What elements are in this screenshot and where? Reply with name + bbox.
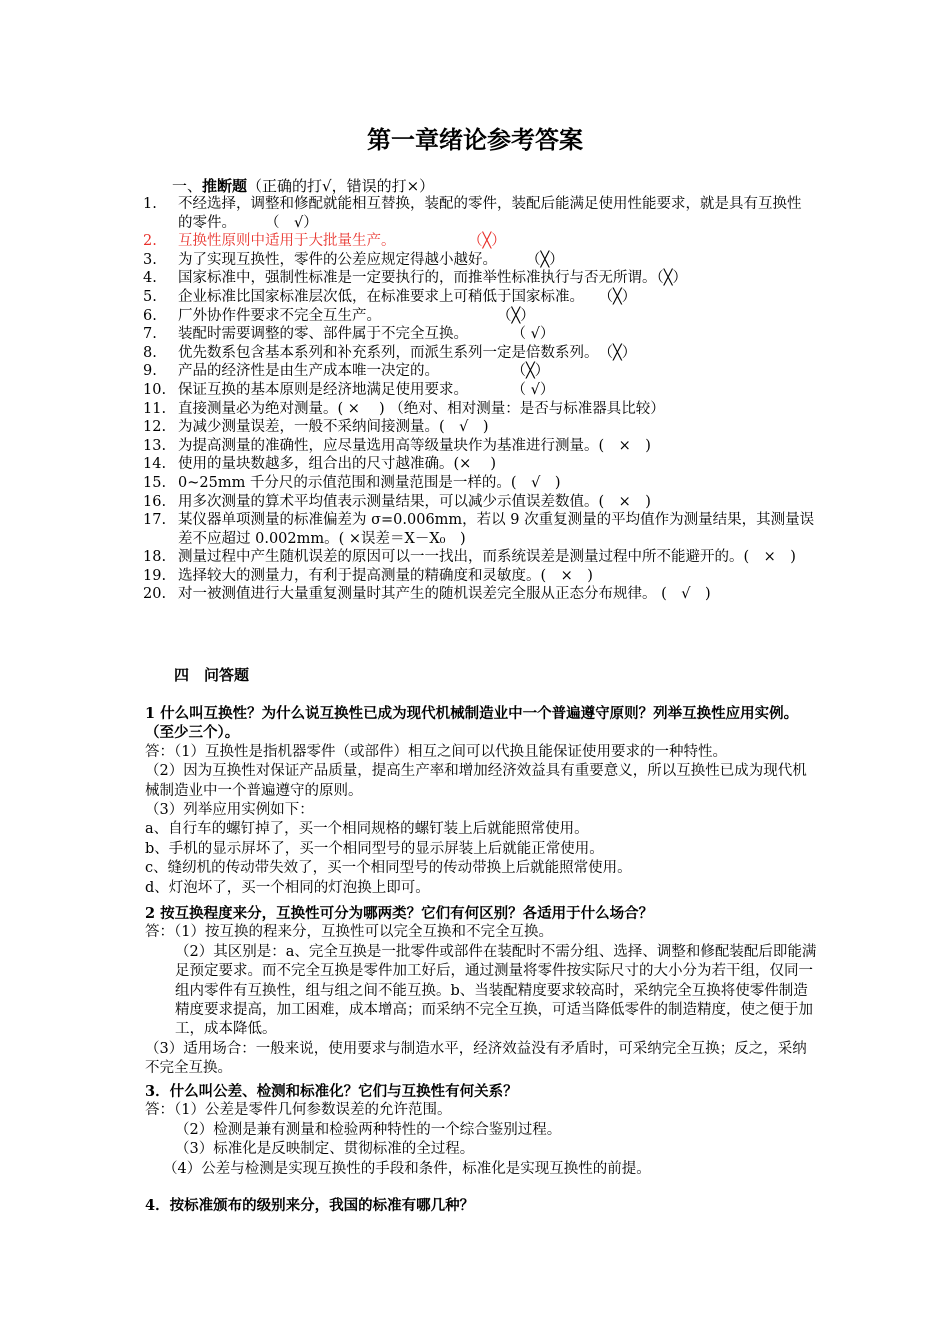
- item-number: 4.: [143, 270, 157, 287]
- item-number: 7.: [143, 326, 157, 343]
- list-item: [143, 195, 815, 232]
- item-number: 17.: [143, 512, 167, 529]
- answer-line: b、手机的显示屏坏了，买一个相同型号的显示屏装上后就能正常使用。: [145, 840, 604, 857]
- item-number: 11.: [143, 400, 167, 417]
- list-item: [143, 325, 815, 344]
- list-item: [143, 567, 815, 586]
- item-text: 企业标准比国家标准层次低，在标准要求上可稍低于国家标准。 （╳）: [178, 288, 637, 305]
- item-number: 10.: [143, 381, 167, 398]
- list-item: [143, 437, 815, 456]
- question-block-3: [145, 1082, 817, 1179]
- item-number: 12.: [143, 419, 167, 436]
- list-item: [143, 251, 815, 270]
- answer-line: c、缝纫机的传动带失效了，买一个相同型号的传动带换上后就能照常使用。: [145, 860, 632, 877]
- item-text: 使用的量块数越多，组合出的尺寸越准确。(× ): [178, 456, 497, 473]
- list-item: [143, 493, 815, 512]
- item-number: 16.: [143, 493, 167, 510]
- answer-line: d、灯泡坏了，买一个相同的灯泡换上即可。: [145, 879, 430, 896]
- list-item: [143, 455, 815, 474]
- item-text: 国家标准中，强制性标准是一定要执行的，而推举性标准执行与否无所谓。（╳）: [178, 270, 687, 287]
- section-label: 推断题: [202, 177, 248, 195]
- section-prefix: 一、: [172, 177, 203, 195]
- answer-line: （3）列举应用实例如下：: [145, 802, 314, 819]
- question-block-4: [145, 1196, 817, 1215]
- item-text: 装配时需要调整的零、部件属于不完全互换。 （ √）: [178, 326, 555, 343]
- item-text: 为减少测量误差，一般不采纳间接测量。( √ ): [178, 419, 489, 436]
- list-item: [143, 232, 815, 251]
- answer-line: （2）因为互换性对保证产品质量，提高生产率和增加经济效益具有重要意义，所以互换性已成为现代机械制造业中一个普遍遵守的原则。: [145, 763, 807, 799]
- list-item: [143, 362, 815, 381]
- item-text: 不经选择，调整和修配就能相互替换，装配的零件，装配后能满足使用性能要求，就是具有互换性的零件。 （ √）: [178, 196, 802, 231]
- question-title: 1 什么叫互换性？为什么说互换性已成为现代机械制造业中一个普遍遵守原则？列举互换性应用实例。（至少三个）。: [145, 705, 799, 742]
- answer-line: （3）标准化是反映制定、贯彻标准的全过程。: [175, 1141, 475, 1158]
- question-title: 2 按互换程度来分，互换性可分为哪两类？它们有何区别？各适用于什么场合？: [145, 905, 654, 922]
- list-item: [143, 344, 815, 363]
- answer-paragraph: （2）其区别是：a、完全互换是一批零件或部件在装配时不需分组、选择、调整和修配装配后即能满足预定要求。而不完全互换是零件加工好后，通过测量将零件按实际尺寸的大小分为若干组，仅同一组内零件有互换性，组与组之间不能互换。b、当装配精度要求较高时，采纳完全互换将使零件制造精度要求提高，加工困难，成本增高；而采纳不完全互换，可适当降低零件的制造精度，使之便于加工，成本降低。: [175, 943, 817, 1038]
- answer-line: 答：（1）互换性是指机器零件（或部件）相互之间可以代换且能保证使用要求的一种特性。: [145, 743, 727, 760]
- item-text: 用多次测量的算术平均值表示测量结果，可以减少示值误差数值。( × ): [178, 493, 651, 510]
- section-heading-qa: 四 问答题: [174, 666, 250, 684]
- question-title: 4．按标准颁布的级别来分，我国的标准有哪几种？: [145, 1197, 475, 1214]
- question-title: 3．什么叫公差、检测和标准化？它们与互换性有何关系？: [145, 1083, 518, 1100]
- item-number: 6.: [143, 307, 157, 324]
- item-text: 为提高测量的准确性，应尽量选用高等级量块作为基准进行测量。( × ): [178, 437, 651, 454]
- list-item: [143, 418, 815, 437]
- section-note: （正确的打√，错误的打×）: [247, 177, 435, 195]
- list-item: [143, 548, 815, 567]
- list-item: [143, 511, 815, 548]
- item-number: 19.: [143, 567, 167, 584]
- answer-line: （2）检测是兼有测量和检验两种特性的一个综合鉴别过程。: [175, 1121, 562, 1138]
- item-number: 9.: [143, 363, 157, 380]
- item-text: 某仪器单项测量的标准偏差为 σ=0.006mm，若以 9 次重复测量的平均值作为测量结果，其测量误差不应超过 0.002mm。( ×误差＝X－X₀ ): [178, 512, 815, 547]
- answer-line: 答：（1）公差是零件几何参数误差的允许范围。: [145, 1102, 452, 1119]
- item-number: 1.: [143, 196, 157, 212]
- item-text: 保证互换的基本原则是经济地满足使用要求。 （ √）: [178, 381, 555, 398]
- item-text: 对一被测值进行大量重复测量时其产生的随机误差完全服从正态分布规律。 ( √ ): [178, 586, 711, 603]
- item-number: 20.: [143, 586, 167, 603]
- item-number: 5.: [143, 288, 157, 305]
- item-text: 0~25mm 千分尺的示值范围和测量范围是一样的。( √ ): [178, 474, 561, 491]
- item-number: 13.: [143, 437, 167, 454]
- list-item: [143, 400, 815, 419]
- item-text: 选择较大的测量力，有利于提高测量的精确度和灵敏度。( × ): [178, 567, 593, 584]
- item-number: 18.: [143, 549, 167, 566]
- page-title: 第一章绪论参考答案: [367, 125, 583, 154]
- true-false-list: [143, 195, 815, 604]
- list-item: [143, 307, 815, 326]
- item-text: 测量过程中产生随机误差的原因可以一一找出，而系统误差是测量过程中所不能避开的。( × ): [178, 549, 796, 566]
- list-item: [143, 474, 815, 493]
- item-text: 为了实现互换性，零件的公差应规定得越小越好。 （╳）: [178, 251, 564, 268]
- item-text: 直接测量必为绝对测量。( × ) （绝对、相对测量：是否与标准器具比较）: [178, 400, 665, 417]
- answer-line: 答：（1）按互换的程来分，互换性可以完全互换和不完全互换。: [145, 924, 553, 941]
- list-item: [143, 585, 815, 604]
- answer-paragraph: （3）适用场合：一般来说，使用要求与制造水平，经济效益没有矛盾时，可采纳完全互换；反之，采纳不完全互换。: [145, 1040, 807, 1077]
- item-text: 互换性原则中适用于大批量生产。 （╳）: [178, 233, 506, 250]
- item-number: 8.: [143, 344, 157, 361]
- section-heading-judgement: [172, 175, 434, 196]
- item-text: 厂外协作件要求不完全互生产。 （╳）: [178, 307, 535, 324]
- list-item: [143, 381, 815, 400]
- answer-line: （4）公差与检测是实现互换性的手段和条件，标准化是实现互换性的前提。: [163, 1160, 651, 1177]
- list-item: [143, 288, 815, 307]
- question-block-2: [145, 904, 817, 1079]
- item-number: 3.: [143, 251, 157, 268]
- answer-line: a、自行车的螺钉掉了，买一个相同规格的螺钉装上后就能照常使用。: [145, 821, 589, 838]
- question-block-1: [145, 704, 817, 898]
- item-text: 产品的经济性是由生产成本唯一决定的。 （╳）: [178, 363, 550, 380]
- item-number: 15.: [143, 474, 167, 491]
- item-text: 优先数系包含基本系列和补充系列，而派生系列一定是倍数系列。 （╳）: [178, 344, 637, 361]
- item-number: 2.: [143, 233, 157, 250]
- item-number: 14.: [143, 456, 167, 473]
- list-item: [143, 269, 815, 288]
